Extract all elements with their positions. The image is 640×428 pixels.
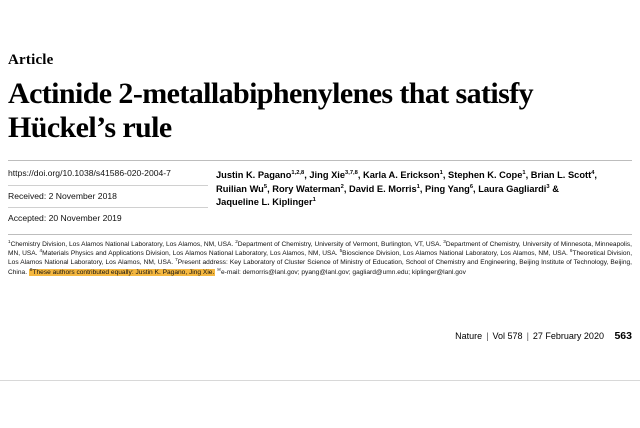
affiliation-text: Bioscience Division, Los Alamos National Laboratory, Los Alamos, NM, USA. [342,249,570,257]
footer-separator: | [486,331,489,341]
page-title: Actinide 2-metallabiphenylenes that satisfy Hückel’s rule [8,77,534,144]
accepted-date: Accepted: 20 November 2019 [8,213,122,224]
affil-marker: 7 [175,257,178,263]
author-separator: & [549,183,559,194]
footer-date: 27 February 2020 [532,331,604,341]
footer-journal: Nature [455,331,483,341]
affil-marker: 8 [29,266,33,272]
corresponding-emails[interactable]: e-mail: demorris@lanl.gov; pyang@lanl.gov; gagliard@umn.edu; kiplinger@lanl.gov [221,268,466,276]
author-name[interactable]: , Brian L. Scott [525,170,592,181]
page-number: 563 [614,330,632,342]
author-name[interactable]: , Stephen K. Cope [442,170,523,181]
article-kicker: Article [8,52,54,68]
meta-block [8,161,632,223]
author-affil-marker: 3,7,8 [345,170,358,177]
author-affil-marker: 1 [439,170,443,177]
affiliation-text: Department of Chemistry, University of Minnesota, Minneapolis, MN, USA. [8,240,632,257]
equal-contribution-note [29,266,215,276]
affiliation-text: Department of Chemistry, University of Vermont, Burlington, VT, USA. [237,240,444,248]
affiliation-text: Present address: Key Laboratory of Cluster Science of Ministry of Education, School of Chemistry and Engineering, Beijing Institute of Technology, Beijing, China. [8,259,632,276]
author-name[interactable]: , Karla A. Erickson [357,170,440,181]
footer-volume: Vol 578 [492,331,523,341]
author-affil-marker: 1 [312,197,316,204]
affil-marker: 1 [8,238,11,244]
page-footer [455,330,632,342]
doi-link[interactable]: https://doi.org/10.1038/s41586-020-2004-7 [8,169,208,185]
author-name[interactable]: Jaqueline L. Kiplinger [216,197,313,208]
author-affil-marker: 1 [522,170,526,177]
author-affil-marker: 4 [591,170,595,177]
affil-marker: 2 [235,238,238,244]
author-name[interactable]: , Ping Yang [419,183,470,194]
author-name[interactable]: , Rory Waterman [267,183,341,194]
affiliations-block [8,240,632,277]
affil-marker: 6 [569,247,573,253]
footer-separator: | [526,331,529,341]
author-affil-marker: 2 [340,183,344,190]
affil-marker: 5 [339,247,343,253]
footer-separator [604,331,615,341]
author-name[interactable]: , David E. Morris [343,183,417,194]
author-name[interactable]: , Jing Xie [304,170,346,181]
author-affil-marker: 1 [416,183,420,190]
author-name[interactable]: , Laura Gagliardi [473,183,547,194]
publication-meta [8,169,208,223]
below-page-area [0,381,640,428]
author-affil-marker: 5 [263,183,268,190]
affiliation-text: Theoretical Division, Los Alamos National Laboratory, Los Alamos, NM, USA. [8,249,633,267]
affiliation-text: Chemistry Division, Los Alamos National Laboratory, Los Alamos, NM, USA. [10,240,236,248]
author-affil-marker: 6 [469,183,474,190]
received-date: Received: 2 November 2018 [8,186,208,208]
equal-contribution-text: These authors contributed equally: Justin K. Pagano, Jing Xie. [32,268,215,276]
affiliations-divider [8,234,632,235]
author-affil-marker: 1,2,8 [291,170,305,177]
affiliation-text: Materials Physics and Applications Division, Los Alamos National Laboratory, Los Alamos, NM, USA. [42,249,340,257]
author-name[interactable]: Ruilian Wu [216,183,264,194]
affil-marker: 3 [443,238,446,244]
email-icon: ✉ [217,266,222,272]
author-name[interactable]: Justin K. Pagano [216,170,292,181]
author-separator: , [594,170,598,181]
author-list [208,169,632,209]
affil-marker: 4 [39,247,43,253]
article-content [8,52,632,277]
author-affil-marker: 3 [546,183,550,190]
